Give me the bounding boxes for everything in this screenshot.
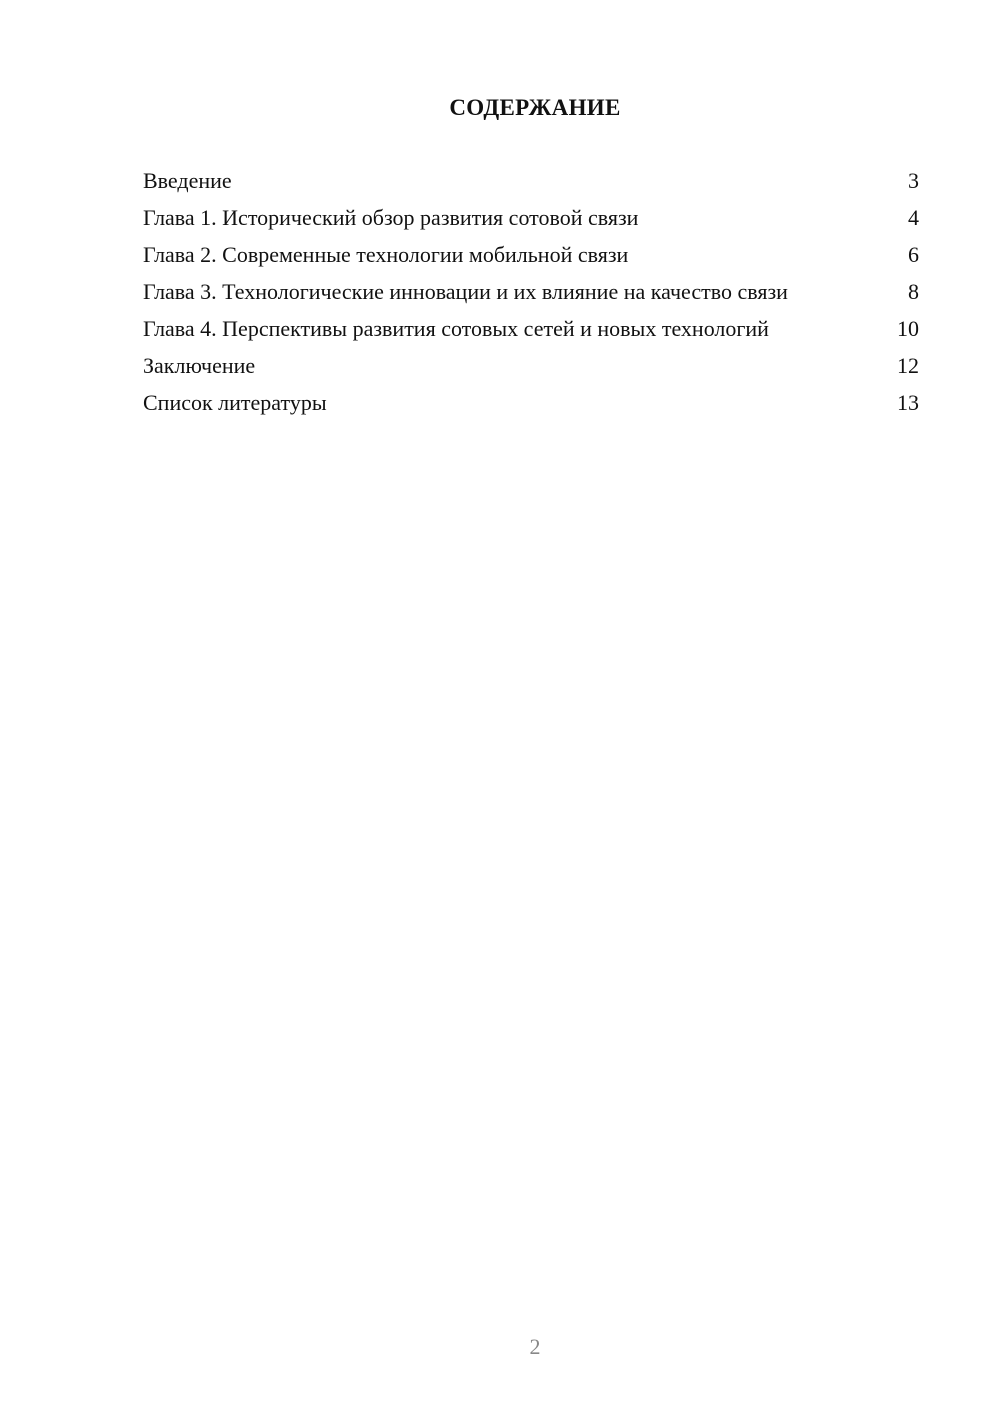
toc-title: СОДЕРЖАНИЕ bbox=[449, 95, 621, 120]
toc-entry-page: 4 bbox=[908, 205, 919, 230]
toc-entry-label: Глава 4. Перспективы развития сотовых сетей и новых технологий bbox=[143, 316, 769, 341]
toc-entry-label: Список литературы bbox=[143, 390, 327, 415]
toc-entry-page: 8 bbox=[908, 279, 919, 304]
toc-entry-page: 12 bbox=[897, 353, 919, 378]
toc-entry-chapter-4[interactable] bbox=[143, 316, 919, 342]
toc-entry-label: Заключение bbox=[143, 353, 256, 378]
toc-entry-label: Глава 1. Исторический обзор развития сотовой связи bbox=[143, 205, 639, 230]
page-number: 2 bbox=[529, 1334, 541, 1359]
toc-entry-label: Глава 2. Современные технологии мобильной связи bbox=[143, 242, 629, 267]
toc-entry-chapter-1[interactable] bbox=[143, 205, 919, 231]
toc-entry-introduction[interactable] bbox=[143, 168, 919, 194]
toc-entry-page: 3 bbox=[908, 168, 919, 193]
toc-entry-page: 6 bbox=[908, 242, 919, 267]
table-of-contents bbox=[143, 168, 919, 427]
toc-entry-page: 13 bbox=[897, 390, 919, 415]
toc-entry-references[interactable] bbox=[143, 390, 919, 416]
toc-entry-chapter-2[interactable] bbox=[143, 242, 919, 268]
toc-entry-chapter-3[interactable] bbox=[143, 279, 919, 305]
toc-entry-label: Глава 3. Технологические инновации и их влияние на качество связи bbox=[143, 279, 788, 304]
toc-entry-conclusion[interactable] bbox=[143, 353, 919, 379]
toc-entry-page: 10 bbox=[897, 316, 919, 341]
toc-entry-label: Введение bbox=[143, 168, 232, 193]
